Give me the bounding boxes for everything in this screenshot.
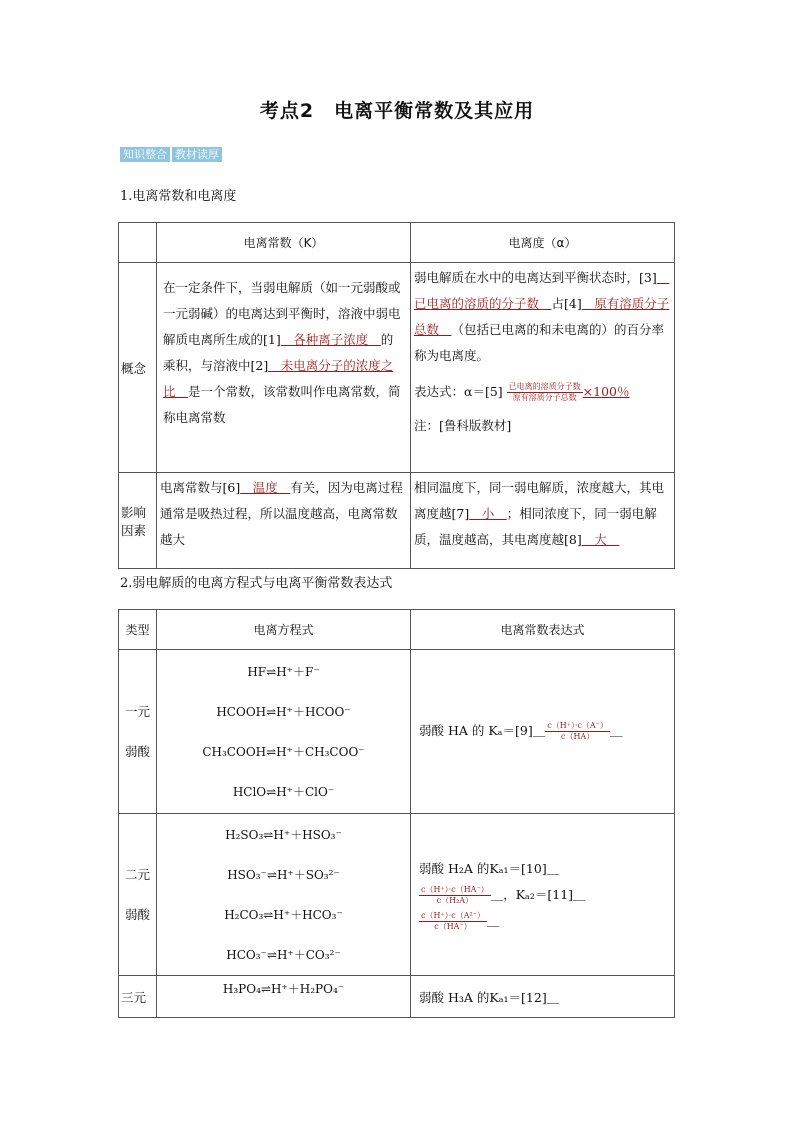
ka2-fraction-numerator: c（H⁺）·c（A²⁻） bbox=[421, 910, 485, 920]
row-label-concept: 概念 bbox=[119, 263, 157, 473]
alpha-factor-cell bbox=[411, 473, 675, 569]
answer-5-suffix: ×100％ bbox=[582, 384, 630, 399]
alpha-expression bbox=[414, 377, 671, 407]
answer-8: ＿大＿ bbox=[581, 532, 620, 547]
table-row-monoprotic bbox=[119, 650, 675, 814]
monoprotic-expression: 弱酸 HA 的 Kₐ＝[9]＿ $\frac{c(H^+)\cdot c(A^-)}{c(HA)}$ ＿ bbox=[411, 650, 675, 814]
k-factor-text-1: 电离常数与[6] bbox=[160, 480, 241, 495]
alpha-note: 注：[鲁科版教材] bbox=[414, 418, 512, 433]
k-factor-text-2: 有关，因为电离过程通常是吸热过程，所以温度越高，电离常数越大 bbox=[160, 480, 403, 547]
alpha-fraction-numerator: 已电离的溶质分子数 bbox=[508, 382, 581, 391]
answer-4: ＿原有溶质分子总数＿ bbox=[414, 296, 670, 337]
row-label-factors: 影响因素 bbox=[119, 473, 157, 569]
equation-hf: HF⇌H⁺＋F⁻ bbox=[247, 664, 320, 679]
answer-7: ＿小＿ bbox=[469, 506, 507, 521]
header-ionization-degree: 电离度（α） bbox=[411, 223, 675, 263]
header-ionization-constant: 电离常数（K） bbox=[157, 223, 411, 263]
ka1-prefix: 弱酸 H₂A 的Kₐ₁＝[10] bbox=[419, 860, 547, 876]
equation-hso3: HSO₃⁻⇌H⁺＋SO₃²⁻ bbox=[227, 867, 340, 882]
answer-6: ＿温度＿ bbox=[240, 480, 291, 495]
header-type: 类型 bbox=[119, 610, 157, 650]
table-row-diprotic bbox=[119, 814, 675, 976]
alpha-expression-prefix: 表达式：α＝[5] bbox=[414, 384, 503, 399]
answer-2: ＿未电离分子的浓度之比＿ bbox=[163, 358, 394, 399]
alpha-fraction bbox=[507, 382, 583, 403]
equation-h3po4: H₃PO₄⇌H⁺＋H₂PO₄⁻ bbox=[157, 976, 411, 1018]
ka1-fraction-numerator: c（H⁺）·c（HA⁻） bbox=[421, 884, 489, 894]
equation-h2so3: H₂SO₃⇌H⁺＋HSO₃⁻ bbox=[225, 827, 342, 842]
diprotic-equations bbox=[157, 814, 411, 976]
page-title: 考点2 电离平衡常数及其应用 bbox=[259, 100, 535, 122]
equation-hclo: HClO⇌H⁺＋ClO⁻ bbox=[232, 784, 335, 799]
equation-hco3: HCO₃⁻⇌H⁺＋CO₃²⁻ bbox=[226, 947, 341, 962]
alpha-fraction-denominator: 原有溶质分子总数 bbox=[512, 393, 577, 402]
alpha-concept-text-1: 弱电解质在水中的电离达到平衡状态时，[3] bbox=[414, 270, 657, 285]
ka1-fraction-denominator: c（H₂A） bbox=[436, 895, 474, 905]
answer-1: ＿各种离子浓度＿ bbox=[280, 332, 381, 347]
section-2-heading: 2.弱电解质的电离方程式与电离平衡常数表达式 bbox=[120, 576, 393, 591]
k-concept-text-3: 是一个常数，该常数叫作电离常数，简称电离常数 bbox=[163, 384, 401, 425]
alpha-factor-text-2: ；相同浓度下，同一弱电解质，温度越高，其电离度越[8] bbox=[414, 506, 657, 547]
answer-3: ＿已电离的溶质的分子数＿ bbox=[414, 270, 670, 311]
badge-knowledge: 知识整合 bbox=[120, 147, 170, 162]
ka1-fraction bbox=[419, 885, 491, 906]
type-monoprotic: 一元弱酸 bbox=[119, 650, 157, 814]
k-concept-text-2: 的乘积，与溶液中[2] bbox=[163, 332, 394, 373]
header-expression: 电离常数表达式 bbox=[411, 610, 675, 650]
alpha-factor-text-1: 相同温度下，同一弱电解质，浓度越大，其电离度越[7] bbox=[414, 480, 665, 521]
ka-fraction-numerator: c（H⁺）·c（A⁻） bbox=[547, 721, 608, 730]
alpha-concept-cell bbox=[411, 263, 675, 473]
monoprotic-equations bbox=[157, 650, 411, 814]
equation-ch3cooh: CH₃COOH⇌H⁺＋CH₃COO⁻ bbox=[202, 744, 365, 759]
triprotic-expression: 弱酸 H₃A 的Kₐ₁＝[12]＿ bbox=[411, 976, 675, 1018]
alpha-concept-text-3: （包括已电离的和未电离的）的百分率称为电离度。 bbox=[414, 322, 665, 363]
section-1-heading: 1.电离常数和电离度 bbox=[120, 189, 237, 204]
section-badge bbox=[120, 147, 222, 162]
table-row-triprotic bbox=[119, 976, 675, 1018]
equation-hcooh: HCOOH⇌H⁺＋HCOO⁻ bbox=[216, 704, 351, 719]
ionization-equation-table bbox=[118, 609, 675, 1018]
ionization-constant-table bbox=[118, 222, 675, 569]
type-diprotic: 二元弱酸 bbox=[119, 814, 157, 976]
k-concept-cell bbox=[157, 263, 411, 473]
ka1-triprotic-prefix: 弱酸 H₃A 的Kₐ₁＝[12] bbox=[419, 989, 547, 1005]
alpha-concept-text-2: 占[4] bbox=[551, 296, 582, 311]
corner-cell bbox=[119, 223, 157, 263]
ka2-fraction-denominator: c（HA⁻） bbox=[434, 921, 472, 931]
type-triprotic: 三元 bbox=[119, 976, 157, 1018]
header-equation: 电离方程式 bbox=[157, 610, 411, 650]
equation-h2co3: H₂CO₃⇌H⁺＋HCO₃⁻ bbox=[224, 907, 343, 922]
ka-prefix: 弱酸 HA 的 Kₐ＝[9] bbox=[419, 723, 533, 738]
ka2-fraction bbox=[419, 911, 487, 932]
diprotic-expression: 弱酸 H₂A 的Kₐ₁＝[10]＿ $\frac{c(H^+)\cdot c(HA^-)}{\text{c（H₂A）}}$ ＿，Kₐ₂＝[11]＿ $\frac{\text{c（H⁺）·c（A²⁻）}}{c(HA^-)}$ ＿ bbox=[411, 814, 675, 976]
k-concept-text-1: 在一定条件下，当弱电解质（如一元弱酸或一元弱碱）的电离达到平衡时，溶液中弱电解质电离所生成的[1] bbox=[163, 280, 401, 347]
badge-textbook: 教材读厚 bbox=[172, 147, 222, 162]
k-factor-cell bbox=[157, 473, 411, 569]
ka-fraction bbox=[545, 721, 610, 742]
ka2-prefix: ，Kₐ₂＝[11] bbox=[503, 886, 574, 902]
ka-fraction-denominator: c（HA） bbox=[560, 732, 595, 741]
